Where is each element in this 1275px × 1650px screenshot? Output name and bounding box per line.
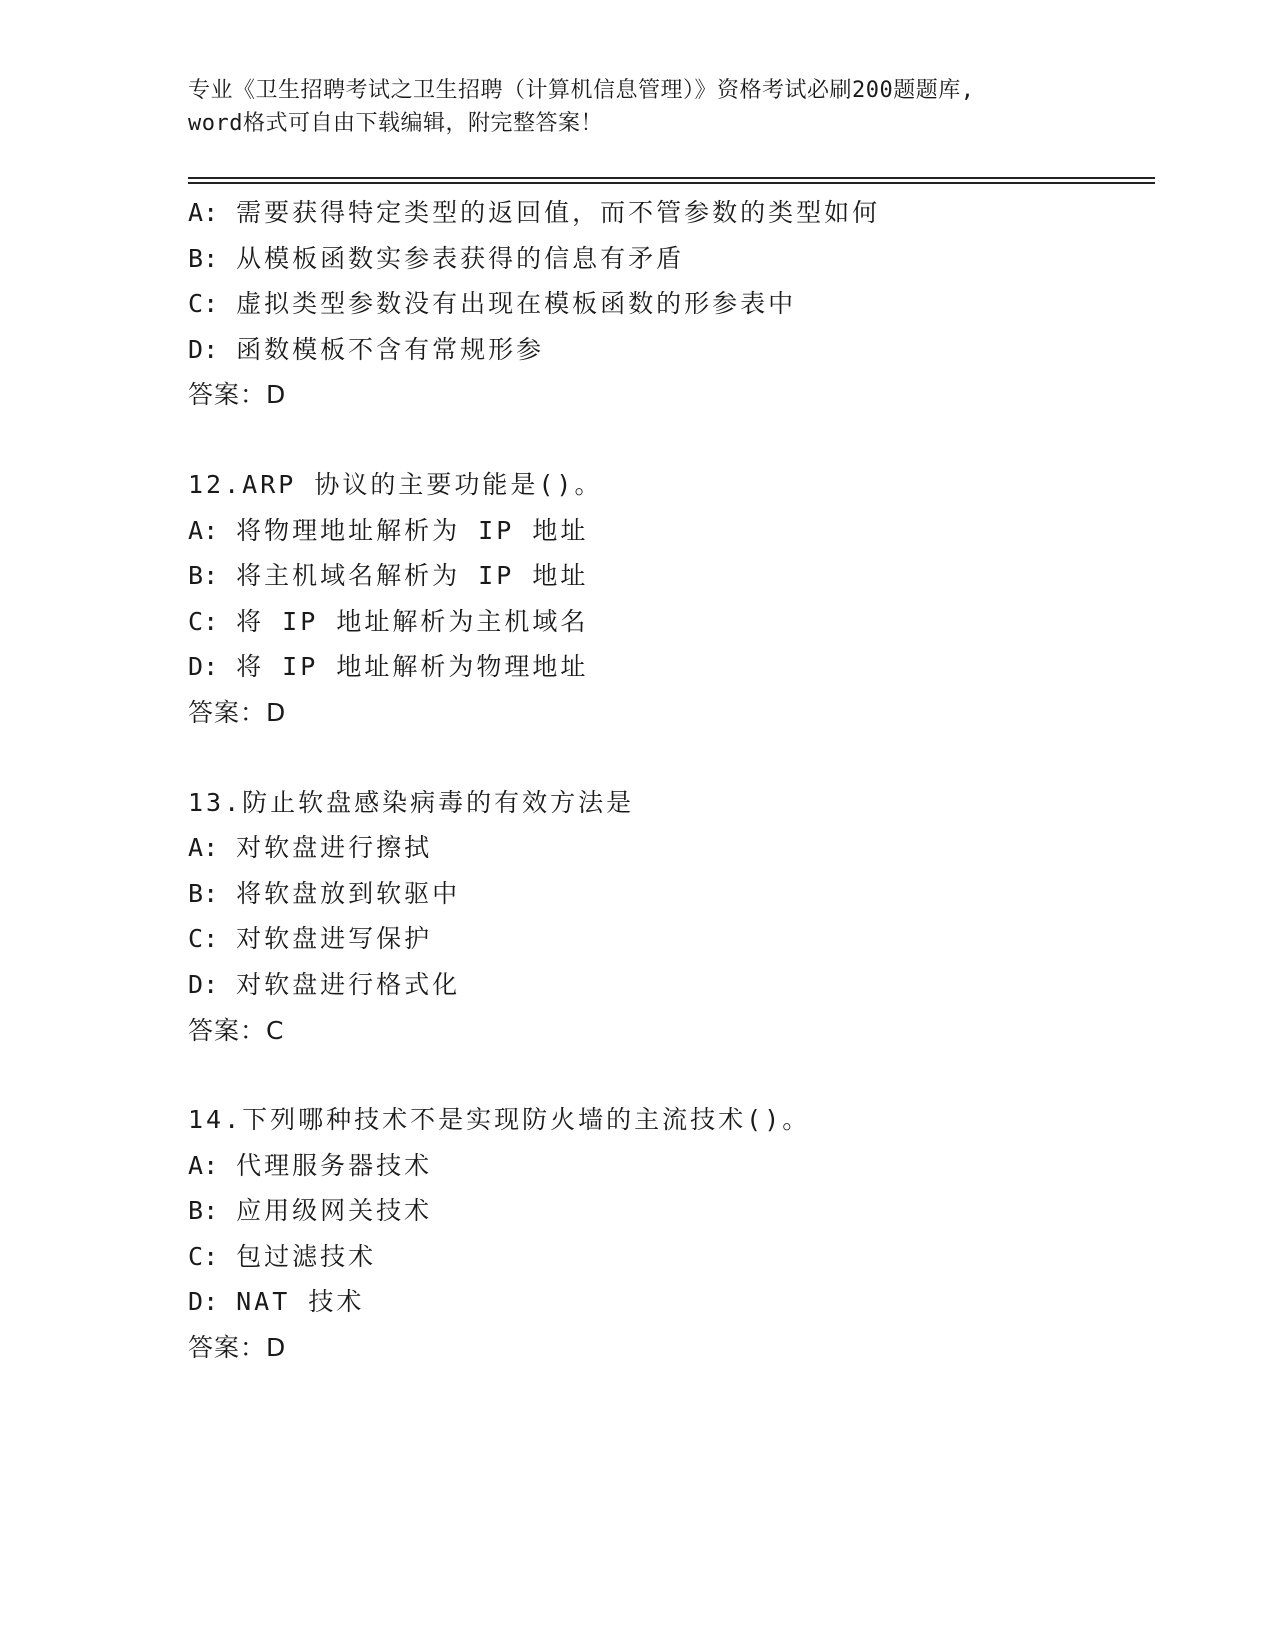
option-separator: : [203, 243, 219, 273]
question-stem: 14.下列哪种技术不是实现防火墙的主流技术()。 [188, 1105, 811, 1135]
option-separator: : [203, 561, 219, 591]
option-text: 将 IP 地址解析为物理地址 [236, 652, 589, 682]
option-key: D [188, 334, 204, 364]
answer-option [188, 1279, 1168, 1325]
option-text: 虚拟类型参数没有出现在模板函数的形参表中 [236, 289, 797, 319]
answer-option [188, 1188, 1168, 1234]
question-list [188, 190, 1168, 1415]
answer-option [188, 508, 1168, 554]
option-key: D [188, 969, 204, 999]
option-separator: : [203, 652, 219, 682]
question-block [188, 190, 1168, 418]
option-separator: : [203, 289, 219, 319]
option-key: C [188, 289, 204, 319]
answer-option [188, 644, 1168, 690]
document-header [188, 74, 1088, 140]
question-block [188, 780, 1168, 1054]
option-separator: : [203, 334, 219, 364]
header-divider-top [188, 177, 1155, 179]
header-line-1: 专业《卫生招聘考试之卫生招聘（计算机信息管理）》资格考试必刷200题题库, [188, 78, 975, 103]
option-text: 需要获得特定类型的返回值，而不管参数的类型如何 [236, 198, 881, 227]
option-key: B [188, 878, 204, 908]
answer-option [188, 825, 1168, 871]
option-text: 代理服务器技术 [236, 1150, 433, 1180]
answer-option [188, 327, 1168, 373]
option-separator: : [203, 606, 219, 636]
answer-option [188, 1234, 1168, 1280]
option-text: NAT 技术 [236, 1287, 365, 1317]
answer-line: 答案：D [188, 1333, 287, 1363]
option-separator: : [203, 924, 219, 954]
answer-option [188, 190, 1168, 236]
answer-option [188, 599, 1168, 645]
question-block [188, 1097, 1168, 1371]
question-block [188, 462, 1168, 736]
option-key: D [188, 1287, 204, 1317]
answer-line: 答案：D [188, 697, 287, 727]
question-stem: 12.ARP 协议的主要功能是()。 [188, 469, 603, 499]
option-key: A [188, 515, 204, 545]
option-separator: : [203, 515, 219, 545]
option-separator: : [203, 198, 219, 227]
option-separator: : [203, 833, 219, 863]
answer-option [188, 962, 1168, 1008]
option-key: A [188, 833, 204, 863]
option-text: 将 IP 地址解析为主机域名 [236, 606, 589, 636]
option-text: 包过滤技术 [236, 1241, 377, 1271]
option-key: C [188, 606, 204, 636]
question-stem: 13.防止软盘感染病毒的有效方法是 [188, 787, 635, 817]
option-separator: : [203, 1196, 219, 1226]
option-separator: : [203, 1241, 219, 1271]
option-key: C [188, 924, 204, 954]
option-separator: : [203, 969, 219, 999]
option-text: 对软盘进写保护 [236, 924, 433, 954]
option-key: D [188, 652, 204, 682]
option-key: B [188, 1196, 204, 1226]
option-text: 对软盘进行擦拭 [236, 833, 433, 863]
header-divider-bottom [188, 182, 1155, 184]
option-text: 从模板函数实参表获得的信息有矛盾 [236, 243, 685, 273]
option-text: 函数模板不含有常规形参 [236, 334, 545, 364]
option-separator: : [203, 1150, 219, 1180]
option-text: 应用级网关技术 [236, 1196, 433, 1226]
answer-option [188, 1143, 1168, 1189]
option-text: 将软盘放到软驱中 [236, 878, 461, 908]
option-key: B [188, 561, 204, 591]
answer-line: 答案：C [188, 1015, 285, 1045]
option-text: 将物理地址解析为 IP 地址 [236, 515, 589, 545]
answer-option [188, 871, 1168, 917]
option-key: C [188, 1241, 204, 1271]
option-text: 将主机域名解析为 IP 地址 [236, 561, 589, 591]
answer-option [188, 553, 1168, 599]
option-separator: : [203, 1287, 219, 1317]
answer-option [188, 916, 1168, 962]
answer-line: 答案：D [188, 380, 287, 410]
option-separator: : [203, 878, 219, 908]
option-key: A [188, 198, 204, 227]
option-key: B [188, 243, 204, 273]
answer-option [188, 281, 1168, 327]
option-key: A [188, 1150, 204, 1180]
header-line-2: word格式可自由下载编辑，附完整答案！ [188, 111, 603, 136]
answer-option [188, 236, 1168, 282]
option-text: 对软盘进行格式化 [236, 969, 461, 999]
